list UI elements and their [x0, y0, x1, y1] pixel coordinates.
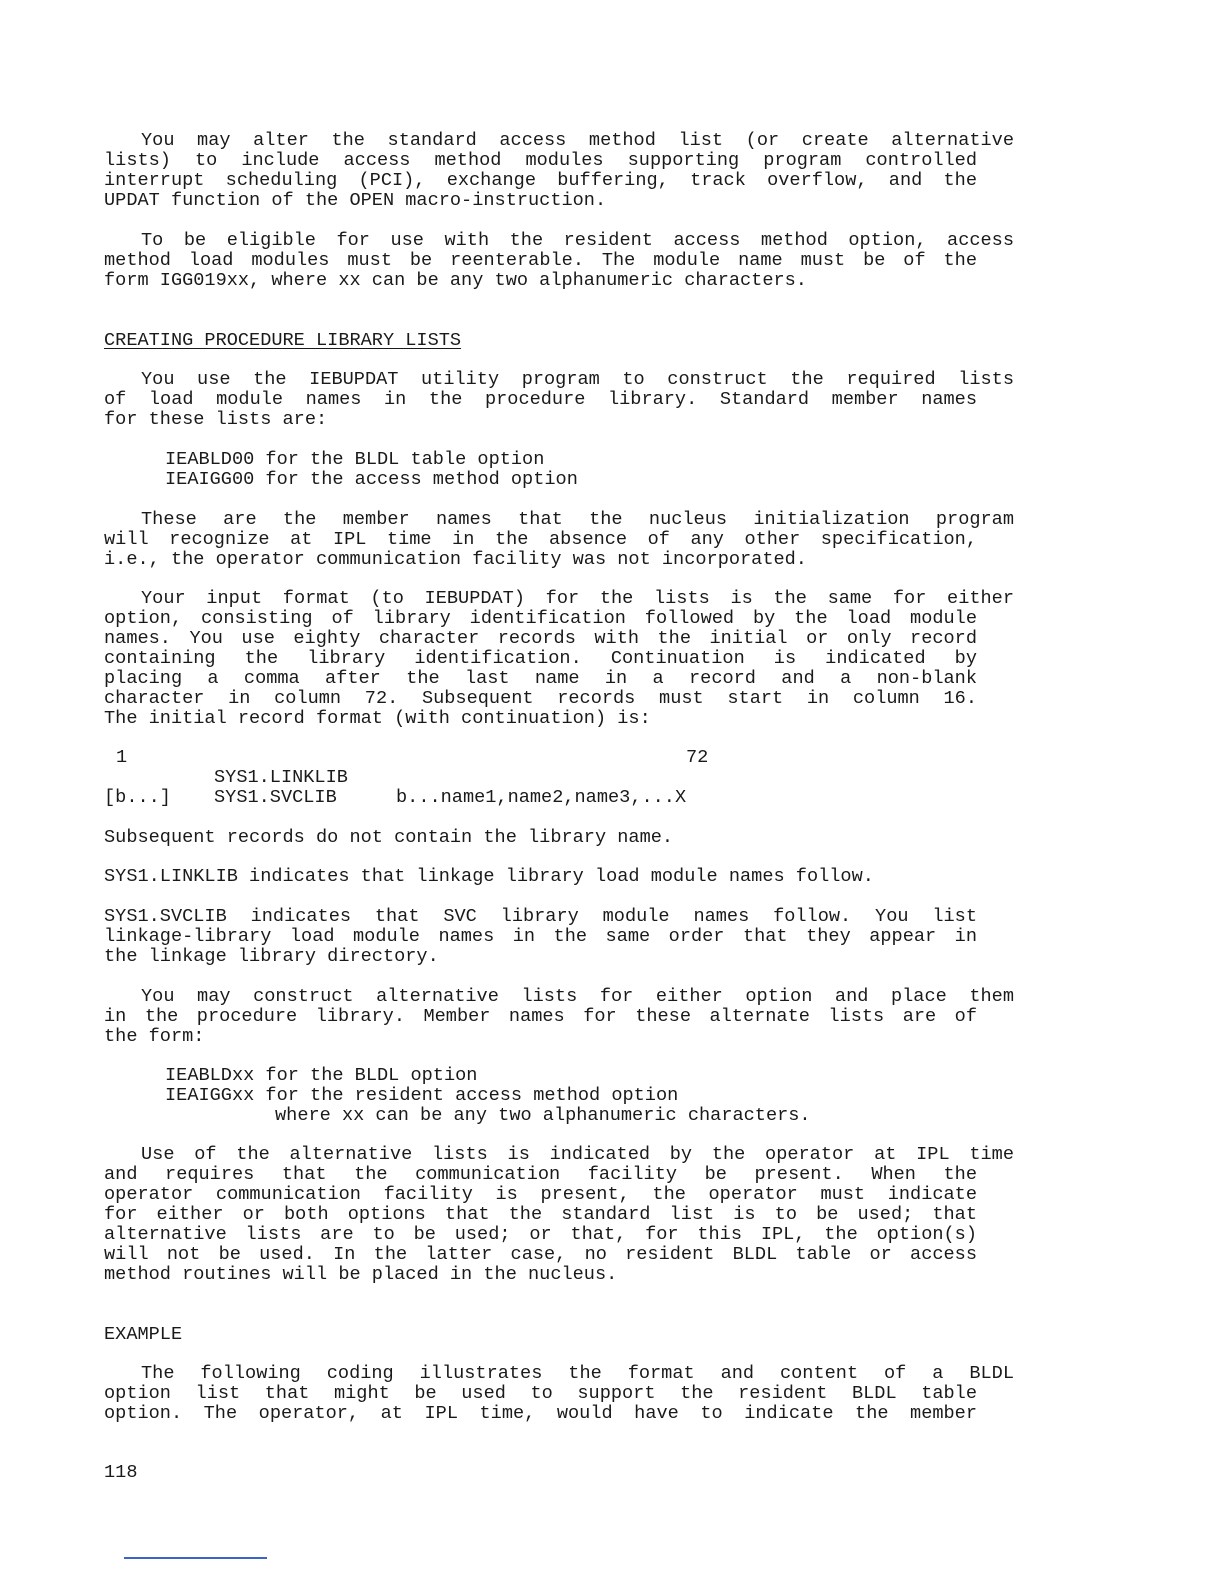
- paragraph-11-line-1: The following coding illustrates the format and content of a BLDL: [141, 1363, 1014, 1384]
- paragraph-6: Subsequent records do not contain the library name.: [104, 827, 674, 848]
- paragraph-8-line-2: linkage-library load module names in the same order that they appear in: [104, 926, 977, 947]
- paragraph-7: SYS1.LINKLIB indicates that linkage library load module names follow.: [104, 866, 874, 887]
- page-number: 118: [104, 1462, 138, 1483]
- paragraph-10-line-1: Use of the alternative lists is indicated by the operator at IPL time: [141, 1144, 1014, 1165]
- paragraph-10-line-5: alternative lists are to be used; or that, for this IPL, the option(s): [104, 1224, 977, 1245]
- paragraph-10-line-3: operator communication facility is present, the operator must indicate: [104, 1184, 977, 1205]
- list-item-ieabld00: IEABLD00 for the BLDL table option: [165, 449, 545, 470]
- paragraph-5-line-2: option, consisting of library identification followed by the load module: [104, 608, 977, 629]
- paragraph-9-line-1: You may construct alternative lists for either option and place them: [141, 986, 1014, 1007]
- paragraph-10-line-2: and requires that the communication facility be present. When the: [104, 1164, 977, 1185]
- footer-rule: [124, 1557, 267, 1559]
- list-item-ieabldxx: IEABLDxx for the BLDL option: [165, 1065, 478, 1086]
- paragraph-3-line-1: You use the IEBUPDAT utility program to construct the required lists: [141, 369, 1014, 390]
- format-linklib: SYS1.LINKLIB: [214, 767, 348, 788]
- format-svclib: SYS1.SVCLIB: [214, 787, 337, 808]
- paragraph-8-line-1: SYS1.SVCLIB indicates that SVC library module names follow. You list: [104, 906, 977, 927]
- paragraph-5-line-6: character in column 72. Subsequent records must start in column 16.: [104, 688, 977, 709]
- paragraph-4-line-3: i.e., the operator communication facility was not incorporated.: [104, 549, 807, 570]
- paragraph-5-line-3: names. You use eighty character records with the initial or only record: [104, 628, 977, 649]
- paragraph-5-line-4: containing the library identification. Continuation is indicated by: [104, 648, 977, 669]
- paragraph-5-line-7: The initial record format (with continuation) is:: [104, 708, 651, 729]
- column-marker-72: 72: [686, 747, 709, 768]
- paragraph-10-line-4: for either or both options that the standard list is to be used; that: [104, 1204, 977, 1225]
- paragraph-5-line-5: placing a comma after the last name in a record and a non-blank: [104, 668, 977, 689]
- paragraph-10-line-7: method routines will be placed in the nucleus.: [104, 1264, 618, 1285]
- paragraph-1-line-1: You may alter the standard access method list (or create alternative: [141, 130, 1014, 151]
- list-note-alphanumeric: where xx can be any two alphanumeric characters.: [275, 1105, 811, 1126]
- paragraph-5-line-1: Your input format (to IEBUPDAT) for the lists is the same for either: [141, 588, 1014, 609]
- list-item-ieaigg00: IEAIGG00 for the access method option: [165, 469, 578, 490]
- list-item-ieaiggxx: IEAIGGxx for the resident access method option: [165, 1085, 679, 1106]
- paragraph-9-line-2: in the procedure library. Member names for these alternate lists are of: [104, 1006, 977, 1027]
- format-prefix: [b...]: [104, 787, 171, 808]
- paragraph-11-line-3: option. The operator, at IPL time, would have to indicate the member: [104, 1403, 977, 1424]
- paragraph-2-line-2: method load modules must be reenterable. The module name must be of the: [104, 250, 977, 271]
- paragraph-8-line-3: the linkage library directory.: [104, 946, 439, 967]
- paragraph-3-line-3: for these lists are:: [104, 409, 328, 430]
- paragraph-4-line-1: These are the member names that the nucleus initialization program: [141, 509, 1014, 530]
- paragraph-3-line-2: of load module names in the procedure library. Standard member names: [104, 389, 977, 410]
- section-heading-procedure-library-lists: CREATING PROCEDURE LIBRARY LISTS: [104, 330, 462, 351]
- paragraph-2-line-1: To be eligible for use with the resident access method option, access: [141, 230, 1014, 251]
- paragraph-1-line-3: interrupt scheduling (PCI), exchange buffering, track overflow, and the: [104, 170, 977, 191]
- paragraph-1-line-4: UPDAT function of the OPEN macro-instruction.: [104, 190, 607, 211]
- paragraph-4-line-2: will recognize at IPL time in the absence of any other specification,: [104, 529, 977, 550]
- format-names: b...name1,name2,name3,...X: [396, 787, 687, 808]
- paragraph-9-line-3: the form:: [104, 1026, 205, 1047]
- column-marker-1: 1: [116, 747, 128, 768]
- paragraph-10-line-6: will not be used. In the latter case, no resident BLDL table or access: [104, 1244, 977, 1265]
- paragraph-1-line-2: lists) to include access method modules supporting program controlled: [104, 150, 977, 171]
- paragraph-11-line-2: option list that might be used to support the resident BLDL table: [104, 1383, 977, 1404]
- paragraph-2-line-3: form IGG019xx, where xx can be any two alphanumeric characters.: [104, 270, 807, 291]
- section-heading-example: EXAMPLE: [104, 1324, 183, 1345]
